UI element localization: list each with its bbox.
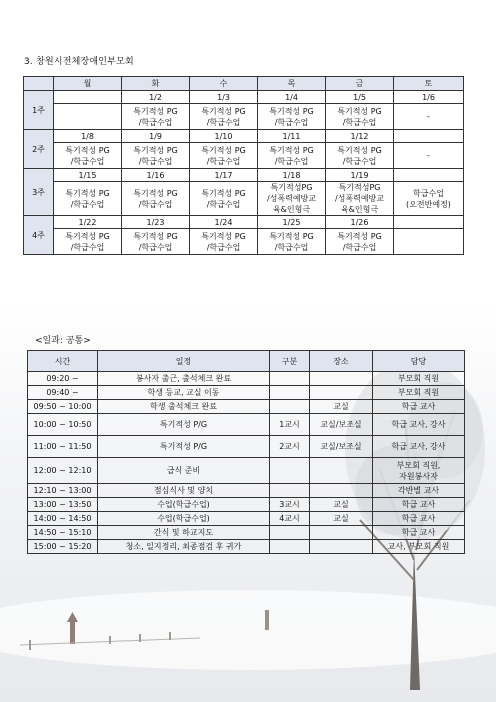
schedule-task-cell: 수업(학급수업)	[98, 512, 270, 526]
schedule-task-cell: 봉사자 출근, 출석체크 완료	[98, 372, 270, 386]
calendar-corner-cell	[24, 77, 54, 91]
schedule-task-cell: 학생 출석체크 완료	[98, 400, 270, 414]
schedule-row	[28, 414, 465, 436]
schedule-type-cell	[270, 458, 310, 484]
schedule-task-cell: 특기적성 P/G	[98, 436, 270, 458]
schedule-time-cell: 12:00 ~ 12:10	[28, 458, 98, 484]
owner-line: 자원봉사자	[399, 471, 438, 481]
day-header: 목	[258, 77, 326, 91]
class-cell	[326, 229, 394, 255]
schedule-owner-cell: 학급 교사	[373, 512, 465, 526]
calendar-date-row	[24, 91, 464, 104]
schedule-place-cell	[310, 484, 373, 498]
class-cell-line: 특기적성 PG	[269, 145, 314, 155]
schedule-owner-cell: 학급 교사	[373, 526, 465, 540]
day-header: 금	[326, 77, 394, 91]
date-cell: 1/15	[54, 169, 122, 182]
class-cell-line: 특기적성 PG	[133, 231, 178, 241]
class-cell	[122, 229, 190, 255]
schedule-time-cell: 11:00 ~ 11:50	[28, 436, 98, 458]
schedule-row	[28, 526, 465, 540]
date-cell: 1/22	[54, 216, 122, 229]
class-cell	[258, 143, 326, 169]
date-cell: 1/11	[258, 130, 326, 143]
class-cell	[190, 182, 258, 216]
date-cell: 1/24	[190, 216, 258, 229]
date-cell	[394, 169, 464, 182]
schedule-place-cell: 교실	[310, 498, 373, 512]
schedule-type-cell: 1교시	[270, 414, 310, 436]
class-cell	[326, 143, 394, 169]
date-cell: 1/12	[326, 130, 394, 143]
class-cell-line: /학급수업	[206, 199, 241, 209]
date-cell: 1/8	[54, 130, 122, 143]
calendar-class-row	[24, 182, 464, 216]
class-cell-line: 특기적성 PG	[65, 231, 110, 241]
class-cell	[394, 143, 464, 169]
date-cell: 1/25	[258, 216, 326, 229]
class-cell-line: /학급수업	[70, 242, 105, 252]
daily-schedule-table	[27, 350, 465, 554]
class-cell-line: 특기적성 PG	[337, 231, 382, 241]
day-header: 수	[190, 77, 258, 91]
schedule-row	[28, 400, 465, 414]
schedule-row	[28, 436, 465, 458]
calendar-class-row	[24, 143, 464, 169]
class-cell	[122, 182, 190, 216]
date-cell: 1/16	[122, 169, 190, 182]
class-cell-line: 특기적성 PG	[337, 106, 382, 116]
day-header: 월	[54, 77, 122, 91]
class-cell-line: 특기적성 PG	[201, 145, 246, 155]
schedule-place-cell: 교실/보조실	[310, 414, 373, 436]
class-cell-line: 특기적성 PG	[65, 145, 110, 155]
class-cell-line: /학급수업	[342, 117, 377, 127]
date-cell: 1/26	[326, 216, 394, 229]
class-cell	[54, 143, 122, 169]
calendar-date-row	[24, 130, 464, 143]
class-cell	[190, 104, 258, 130]
class-cell-line: 특기적성 PG	[65, 188, 110, 198]
schedule-header-row	[28, 351, 465, 372]
schedule-owner-cell: 학급 교사	[373, 498, 465, 512]
schedule-place-cell: 교실/보조실	[310, 436, 373, 458]
date-cell	[394, 130, 464, 143]
schedule-owner-cell: 학급 교사, 강사	[373, 436, 465, 458]
class-cell	[190, 143, 258, 169]
week-label: 4주	[24, 216, 54, 255]
schedule-place-cell	[310, 372, 373, 386]
schedule-type-cell	[270, 540, 310, 554]
class-cell-line: /성폭력예방교	[266, 194, 317, 203]
class-cell-line: 학급수업	[413, 188, 444, 198]
class-cell-line: 특기적성 PG	[201, 231, 246, 241]
schedule-column-header: 일정	[98, 351, 270, 372]
class-cell-line: /학급수업	[138, 199, 173, 209]
schedule-place-cell	[310, 458, 373, 484]
calendar-class-row	[24, 229, 464, 255]
schedule-place-cell: 교실	[310, 400, 373, 414]
schedule-time-cell: 15:00 ~ 15:20	[28, 540, 98, 554]
class-cell-line: /학급수업	[274, 156, 309, 166]
class-cell	[258, 182, 326, 216]
date-cell: 1/9	[122, 130, 190, 143]
schedule-row	[28, 540, 465, 554]
class-cell-line: /학급수업	[342, 156, 377, 166]
schedule-row	[28, 498, 465, 512]
schedule-place-cell	[310, 386, 373, 400]
schedule-task-cell: 수업(학급수업)	[98, 498, 270, 512]
class-cell-line: 특기적성 PG	[133, 106, 178, 116]
date-cell: 1/4	[258, 91, 326, 104]
calendar-date-row	[24, 216, 464, 229]
schedule-type-cell	[270, 526, 310, 540]
week-label: 1주	[24, 91, 54, 130]
schedule-type-cell: 2교시	[270, 436, 310, 458]
date-cell	[394, 216, 464, 229]
calendar-header-row	[24, 77, 464, 91]
schedule-time-cell: 09:20 ~	[28, 372, 98, 386]
date-cell: 1/17	[190, 169, 258, 182]
class-cell-line: /학급수업	[138, 117, 173, 127]
calendar-class-row	[24, 104, 464, 130]
day-header: 화	[122, 77, 190, 91]
schedule-subtitle: <일과: 공통>	[35, 336, 91, 346]
schedule-task-cell: 학생 등교, 교실 이동	[98, 386, 270, 400]
schedule-time-cell: 14:00 ~ 14:50	[28, 512, 98, 526]
date-cell: 1/18	[258, 169, 326, 182]
schedule-owner-cell: 학급 교사	[373, 400, 465, 414]
schedule-owner-cell: 부모회 직원	[373, 386, 465, 400]
class-cell	[394, 229, 464, 255]
class-cell-line: 특기적성 PG	[133, 145, 178, 155]
date-cell: 1/2	[122, 91, 190, 104]
class-cell-line: 특기적성 PG	[337, 145, 382, 155]
schedule-time-cell: 09:40 ~	[28, 386, 98, 400]
schedule-task-cell: 점심식사 및 양치	[98, 484, 270, 498]
schedule-place-cell	[310, 526, 373, 540]
week-label: 3주	[24, 169, 54, 216]
class-cell-line: /학급수업	[70, 199, 105, 209]
date-cell: 1/5	[326, 91, 394, 104]
schedule-owner-cell: 학급 교사, 강사	[373, 414, 465, 436]
class-cell	[122, 104, 190, 130]
class-cell	[54, 229, 122, 255]
class-cell	[190, 229, 258, 255]
class-cell-line: /학급수업	[138, 156, 173, 166]
class-cell	[326, 104, 394, 130]
owner-line: 부모회 직원,	[396, 460, 441, 470]
class-cell-line: /학급수업	[274, 242, 309, 252]
schedule-owner-cell: 각반별 교사	[373, 484, 465, 498]
schedule-task-cell: 특기적성 P/G	[98, 414, 270, 436]
class-cell-line: /학급수업	[342, 242, 377, 252]
calendar-date-row	[24, 169, 464, 182]
class-cell-line: -	[427, 112, 430, 121]
class-cell-line: /학급수업	[70, 156, 105, 166]
schedule-owner-cell: 부모회 직원	[373, 372, 465, 386]
class-cell	[326, 182, 394, 216]
class-cell-line: 특기적성 PG	[133, 188, 178, 198]
week-label: 2주	[24, 130, 54, 169]
schedule-row	[28, 512, 465, 526]
class-cell-line: /성폭력예방교	[334, 194, 385, 203]
schedule-time-cell: 13:00 ~ 13:50	[28, 498, 98, 512]
schedule-row	[28, 484, 465, 498]
schedule-column-header: 시간	[28, 351, 98, 372]
day-header: 토	[394, 77, 464, 91]
class-cell-line: 특기적성 PG	[269, 231, 314, 241]
schedule-time-cell: 12:10 ~ 13:00	[28, 484, 98, 498]
schedule-task-cell: 청소, 일지정리, 최종점검 후 귀가	[98, 540, 270, 554]
schedule-place-cell: 교실	[310, 512, 373, 526]
schedule-task-cell: 간식 및 하교지도	[98, 526, 270, 540]
schedule-owner-cell: 교사, 부모회 직원	[373, 540, 465, 554]
section-title: 3. 창원시전체장애인부모회	[24, 57, 134, 67]
class-cell-line: /학급수업	[274, 117, 309, 127]
schedule-type-cell: 3교시	[270, 498, 310, 512]
class-cell-line: 특기적성PG	[270, 183, 313, 192]
schedule-column-header: 담당	[373, 351, 465, 372]
date-cell: 1/3	[190, 91, 258, 104]
schedule-type-cell	[270, 372, 310, 386]
class-cell-line: 특기적성 PG	[201, 188, 246, 198]
class-cell	[258, 229, 326, 255]
schedule-type-cell	[270, 400, 310, 414]
schedule-owner-cell	[373, 458, 465, 484]
date-cell: 1/6	[394, 91, 464, 104]
class-cell-line: 육&인형극	[272, 205, 311, 214]
schedule-time-cell: 14:50 ~ 15:10	[28, 526, 98, 540]
date-cell: 1/10	[190, 130, 258, 143]
class-cell-line: /학급수업	[138, 242, 173, 252]
class-cell-line: -	[427, 151, 430, 160]
class-cell-line: 육&인형극	[340, 205, 379, 214]
class-cell-line: 특기적성PG	[338, 183, 381, 192]
date-cell: 1/23	[122, 216, 190, 229]
schedule-column-header: 구분	[270, 351, 310, 372]
schedule-column-header: 장소	[310, 351, 373, 372]
schedule-time-cell: 09:50 ~ 10:00	[28, 400, 98, 414]
class-cell-line: 특기적성 PG	[201, 106, 246, 116]
schedule-row	[28, 458, 465, 484]
monthly-calendar-table	[23, 76, 464, 255]
schedule-type-cell	[270, 386, 310, 400]
class-cell-line: (오전반예정)	[406, 199, 451, 209]
schedule-row	[28, 386, 465, 400]
class-cell	[394, 104, 464, 130]
class-cell	[54, 182, 122, 216]
schedule-place-cell	[310, 540, 373, 554]
date-cell: 1/19	[326, 169, 394, 182]
date-cell	[54, 91, 122, 104]
class-cell	[394, 182, 464, 216]
schedule-time-cell: 10:00 ~ 10:50	[28, 414, 98, 436]
class-cell	[54, 104, 122, 130]
class-cell-line: /학급수업	[206, 156, 241, 166]
class-cell-line: 특기적성 PG	[269, 106, 314, 116]
schedule-type-cell: 4교시	[270, 512, 310, 526]
class-cell-line: /학급수업	[206, 117, 241, 127]
schedule-type-cell	[270, 484, 310, 498]
class-cell	[122, 143, 190, 169]
class-cell-line: /학급수업	[206, 242, 241, 252]
class-cell	[258, 104, 326, 130]
schedule-row	[28, 372, 465, 386]
schedule-task-cell: 급식 준비	[98, 458, 270, 484]
